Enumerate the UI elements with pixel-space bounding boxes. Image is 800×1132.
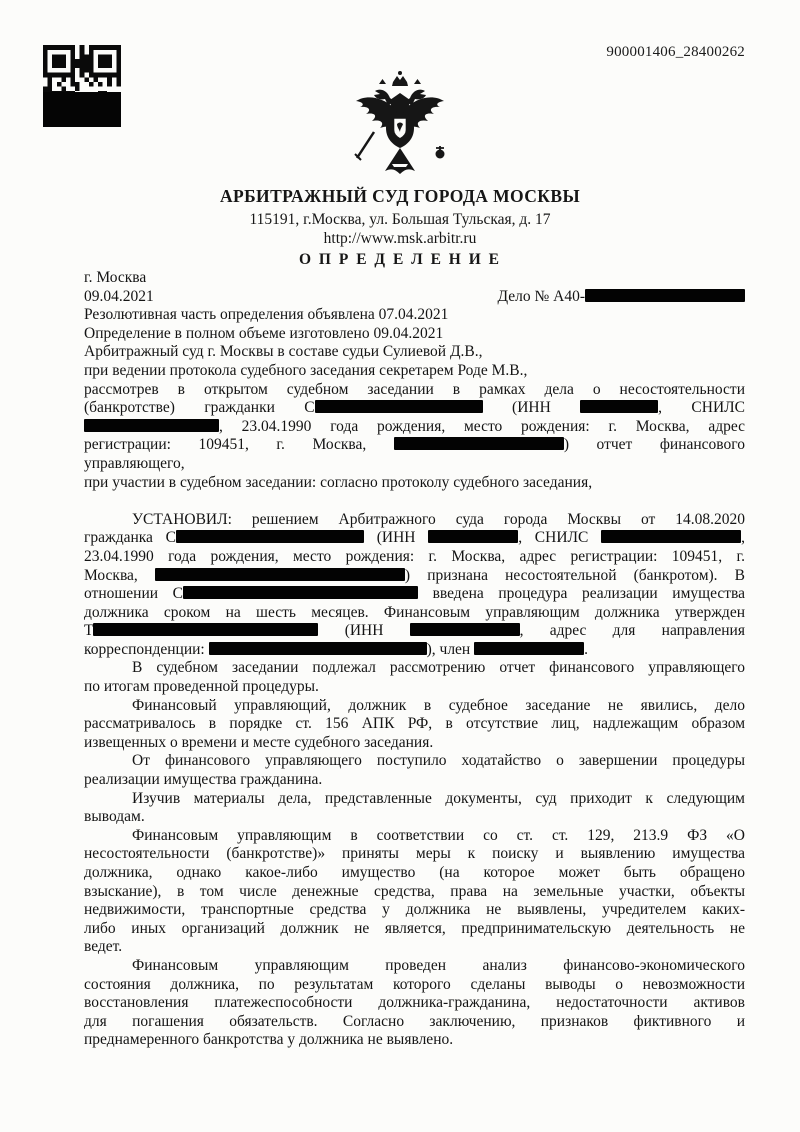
text-line [84,269,745,288]
text-segment: рассматривалось в порядке ст. 156 АПК РФ, в отсутствие лиц, надлежащим образом [84,715,745,733]
text-line [84,734,745,753]
text-segment: при участии в судебном заседании: согласно протоколу судебного заседания, [84,473,593,491]
redaction-bar [176,530,364,543]
text-segment: недвижимости, транспортные средства у должника не выявлены, учредителем каких- [84,901,745,919]
text-line [84,1013,745,1032]
redaction-bar [394,437,564,450]
date-and-case-number-line [84,288,745,307]
redaction-bar [93,623,318,636]
text-line [84,474,745,493]
text-segment: должника сроком на шесть месяцев. Финансовым управляющим должника утвержден [84,603,745,621]
text-segment: гражданка С [84,529,176,547]
text-segment: От финансового управляющего поступило ходатайство о завершении процедуры [132,752,745,770]
text-segment: (ИНН [482,399,581,417]
text-segment: (ИНН [364,529,429,547]
text-segment: либо иных организаций должник не является, предпринимательскую деятельность не [84,919,745,937]
text-segment: , адрес для направления [519,622,745,640]
text-segment: УСТАНОВИЛ: решением Арбитражного суда города Москвы от 14.08.2020 [132,510,745,528]
redaction-bar [580,400,658,413]
document-type-title: О П Р Е Д Е Л Е Н И Е [298,250,501,268]
redaction-bar [410,623,520,636]
text-segment: В судебном заседании подлежал рассмотрению отчет финансового управляющего [132,659,745,677]
text-segment: реализации имущества гражданина. [84,771,323,789]
text-line [84,325,745,344]
text-segment: восстановления платежеспособности должника-гражданина, недостаточности активов [84,994,745,1012]
text-segment: должника, однако какое-либо имущество (на которое может быть обращено [84,864,745,881]
text-segment: г. Москва [84,269,147,286]
redaction-bar [474,642,584,655]
text-segment: преднамеренного банкротства у должника не выявлено. [84,1031,454,1049]
text-segment: управляющего, [84,454,185,472]
text-line [84,306,745,325]
text-segment: ) отчет финансового [563,436,745,454]
text-segment: ), член [426,640,475,658]
text-line [84,790,745,809]
text-line [84,362,745,381]
text-line [84,771,745,790]
redaction-bar [183,586,418,599]
text-line [84,659,745,678]
text-segment: Дело № А40- [497,287,585,305]
redaction-bar [428,530,518,543]
text-line [84,343,745,362]
text-line [84,511,745,530]
text-segment: корреспонденции: [84,640,209,658]
text-segment: Т [84,622,94,640]
case-number [497,288,745,307]
text-line [84,976,745,995]
text-segment: при ведении протокола судебного заседания секретарем Роде М.В., [84,361,528,379]
text-line [84,715,745,734]
text-segment: извещенных о времени и месте судебного заседания. [84,733,434,751]
text-segment: Изучив материалы дела, представленные документы, суд приходит к следующим [132,789,745,807]
text-segment: Арбитражный суд г. Москвы в составе судьи Сулиевой Д.В., [84,343,483,361]
court-header [0,186,800,269]
text-segment: Финансовый управляющий, должник в судебное заседание не явились, дело [132,696,745,714]
document-body [84,269,745,1050]
court-address: 115191, г.Москва, ул. Большая Тульская, д. 17 [249,210,551,228]
text-segment: Определение в полном объеме изготовлено 09.04.2021 [84,324,444,342]
text-line [84,622,745,641]
text-line [84,399,745,418]
text-line [84,920,745,939]
text-segment: Финансовым управляющим проведен анализ финансово-экономического [132,956,745,974]
redaction-bar [155,568,405,581]
hearing-date [84,288,154,307]
text-segment: по итогам проведенной процедуры. [84,678,319,696]
text-line [84,548,745,567]
text-segment: ) признана несостоятельной (банкротом). В [404,566,745,584]
text-line [84,827,745,846]
text-segment: несостоятельности (банкротстве)» приняты меры к поиску и выявлению имущества [84,845,745,863]
text-line [84,585,745,604]
text-segment: рассмотрев в открытом судебном заседании в рамках дела о несостоятельности [84,380,745,398]
redaction-bar [315,400,483,413]
redaction-bar [209,642,427,655]
text-line [84,1031,745,1050]
text-line [84,845,745,864]
text-line [84,604,745,623]
text-line [84,808,745,827]
text-segment: отношении С [84,585,183,603]
text-segment: 09.04.2021 [84,287,154,305]
qr-code-icon [43,45,121,127]
coat-of-arms-eagle-icon [352,70,448,182]
text-line [84,436,745,455]
text-line [84,752,745,771]
redaction-bar [601,530,741,543]
text-segment: выводам. [84,808,145,826]
text-segment: , [741,529,745,547]
text-line [84,381,745,400]
text-line [84,938,745,957]
text-line [84,641,745,660]
text-segment: , СНИЛС [518,529,602,547]
redaction-bar [585,289,745,302]
text-segment: , 23.04.1990 года рождения, место рождения: г. Москва, адрес [219,417,745,435]
text-segment: 23.04.1990 года рождения, место рождения: г. Москва, адрес регистрации: 109451, г. [84,547,745,565]
text-segment: Финансовым управляющим в соответствии со ст. ст. 129, 213.9 ФЗ «О [132,826,745,844]
text-segment: взыскание), в том числе денежные средства, права на земельные участки, объекты [84,882,745,900]
text-line [84,697,745,716]
text-line [84,567,745,586]
text-line [84,418,745,437]
text-line [84,901,745,920]
text-line [84,455,745,474]
text-line [84,678,745,697]
text-segment: ведет. [84,938,123,956]
court-website: http://www.msk.arbitr.ru [323,230,477,248]
redaction-bar [84,419,219,432]
blank-line [84,492,745,511]
text-segment: (ИНН [318,622,410,640]
text-line [84,994,745,1013]
text-segment: состояния должника, по результатам которого сделаны выводы о невозможности [84,975,745,993]
text-segment: Москва, [84,566,155,584]
text-segment: введена процедура реализации имущества [418,585,745,603]
scan-doc-number: 900001406_28400262 [606,44,745,60]
text-line [84,864,745,883]
text-line [84,883,745,902]
text-segment: Резолютивная часть определения объявлена 07.04.2021 [84,306,449,324]
text-segment: (банкротстве) гражданки С [84,399,315,417]
court-name: АРБИТРАЖНЫЙ СУД ГОРОДА МОСКВЫ [219,186,581,206]
text-segment: для погашения обязательств. Согласно заключению, признаков фиктивного и [84,1012,745,1030]
text-line [84,957,745,976]
text-segment: . [584,640,588,658]
text-segment: , СНИЛС [658,399,746,417]
text-segment: регистрации: 109451, г. Москва, [84,436,394,454]
text-line [84,529,745,548]
